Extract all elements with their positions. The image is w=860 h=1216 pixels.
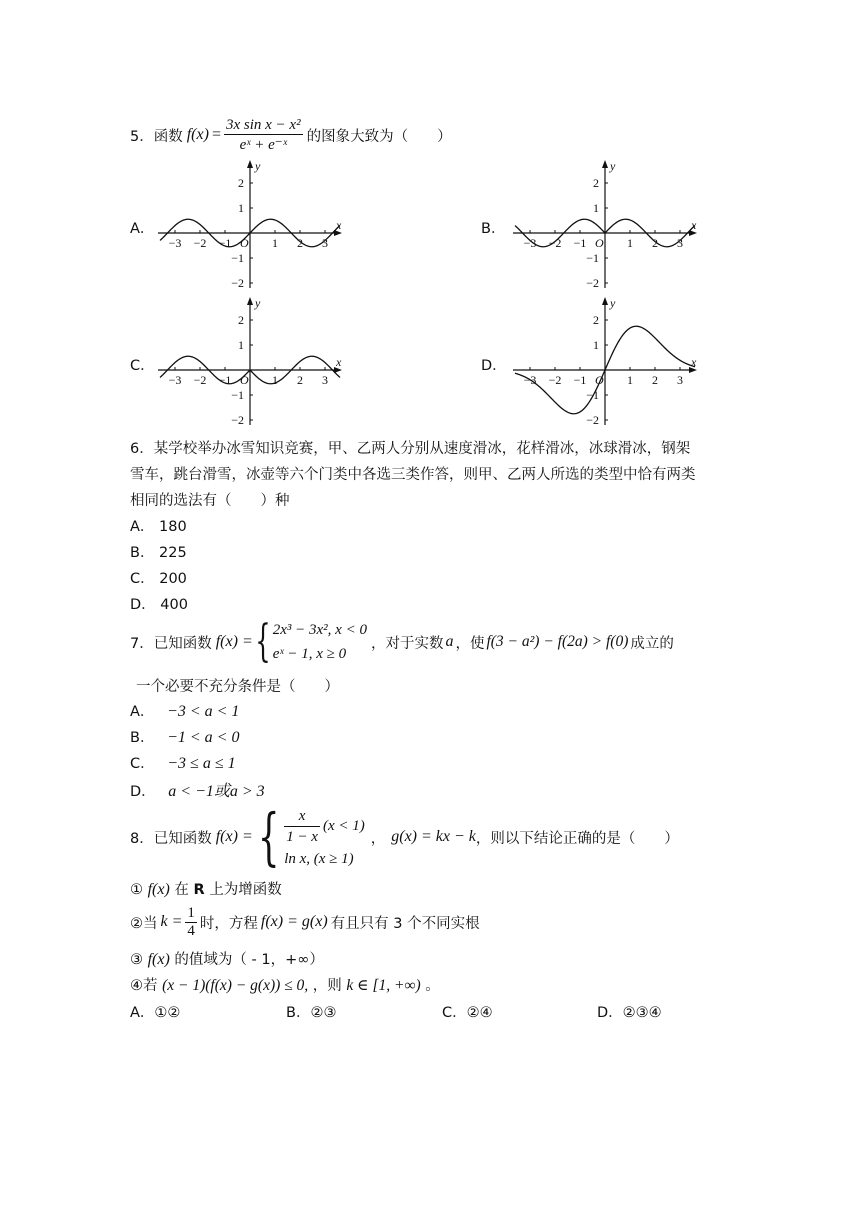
q7-tail: 成立的	[630, 635, 674, 652]
q7-mid: ，对于实数	[370, 635, 444, 652]
q8-s1-tail: 上为增函数	[209, 882, 282, 898]
q7-piecewise	[253, 618, 367, 666]
y-tick-label: −2	[586, 413, 599, 427]
x-tick-label: −2	[193, 236, 207, 250]
x-tick-label: 2	[652, 373, 658, 387]
q8-s1-pre: ①	[130, 882, 143, 898]
y-tick-label: 2	[593, 176, 599, 190]
y-axis-label: y	[610, 296, 616, 310]
y-tick-label: 2	[238, 313, 244, 327]
y-axis-label: y	[255, 159, 261, 173]
q8-option-c: C．②④	[442, 1005, 493, 1021]
q6-line-3: 相同的选法有（ ）种	[130, 493, 290, 509]
x-tick-label: −3	[168, 373, 182, 387]
y-tick-label: −1	[231, 388, 244, 402]
q8-case-1-cond: (x < 1)	[322, 818, 365, 834]
q8-s2-num: 1	[187, 904, 195, 921]
x-axis-label: x	[336, 355, 342, 369]
q7-option-c-label: C．	[130, 756, 155, 772]
x-tick-label: 3	[322, 373, 328, 387]
x-tick-label: −1	[573, 373, 587, 387]
q8-case-1	[284, 806, 365, 847]
q5-equals: =	[211, 126, 221, 143]
q8-s2-frac	[185, 905, 197, 940]
q7-option-b-label: B．	[130, 730, 155, 746]
q7-option-c	[130, 752, 236, 773]
q8-statement-4	[130, 974, 440, 995]
q7-condition: f(3 − a²) − f(2a) > f(0)	[486, 633, 629, 650]
x-tick-label: 3	[322, 236, 328, 250]
q5-func-lhs: f(x)	[186, 126, 209, 143]
q5-frac-den: eˣ + e⁻ˣ	[239, 136, 287, 153]
x-tick-label: −1	[573, 236, 587, 250]
q7-line-2: 一个必要不充分条件是（ ）	[136, 679, 339, 695]
x-tick-label: 2	[297, 373, 303, 387]
q5-stem	[130, 112, 452, 158]
q8-piecewise	[253, 800, 365, 873]
q8-s2-tail: 有且只有 3 个不同实根	[330, 915, 480, 932]
origin-label: O	[240, 236, 249, 250]
q5-tail: 的图象大致为（ ）	[306, 128, 452, 145]
q5-graph-a	[150, 158, 350, 293]
q6-option-d: D． 400	[130, 597, 188, 613]
q8-s3-tail: 的值域为（ - 1，+∞）	[174, 952, 324, 968]
q5-fraction	[224, 117, 303, 154]
q7-var-a: a	[445, 633, 454, 650]
y-tick-label: 2	[238, 176, 244, 190]
q7-brace: {	[255, 616, 271, 667]
q8-s1-mid: 在	[174, 882, 189, 898]
x-tick-label: 1	[272, 373, 278, 387]
x-tick-label: −3	[168, 236, 182, 250]
q8-case-1-frac	[284, 806, 320, 847]
q6-line-1: 6．某学校举办冰雪知识竞赛，甲、乙两人分别从速度滑冰，花样滑冰，冰球滑冰，钢架	[130, 441, 691, 457]
q5-graph-d	[505, 295, 705, 430]
origin-label: O	[595, 236, 604, 250]
q8-comma: ，	[370, 830, 386, 847]
origin-label: O	[240, 373, 249, 387]
y-axis-arrow	[602, 160, 608, 168]
origin-label: O	[595, 373, 604, 387]
q8-s2-pre: ②当	[130, 915, 158, 932]
q8-s2-den: 4	[187, 922, 195, 939]
q7-stem	[130, 617, 674, 667]
q8-s2-k: k =	[160, 913, 183, 930]
x-axis-label: x	[336, 218, 342, 232]
q5-option-a-label: A．	[130, 221, 155, 237]
q7-case-2: eˣ − 1, x ≥ 0	[272, 646, 347, 662]
q7-number: 7．已知函数	[130, 635, 212, 652]
q7-option-b	[130, 726, 239, 747]
q7-func-lhs: f(x) =	[215, 633, 253, 650]
y-tick-label: −1	[586, 388, 599, 402]
q8-statement-2	[130, 900, 480, 944]
q7-option-d-expr: a < −1或a > 3	[168, 783, 265, 800]
y-axis-label: y	[610, 159, 616, 173]
q8-case-1-den: 1 − x	[286, 828, 318, 845]
q8-s4-k: k ∈ [1, +∞)	[346, 977, 421, 994]
q8-brace: {	[257, 800, 280, 873]
y-tick-label: −2	[231, 276, 244, 290]
q8-cases	[284, 806, 365, 869]
q8-s3-pre: ③	[130, 952, 143, 968]
q8-statement-3	[130, 948, 324, 969]
q8-s2-eq: f(x) = g(x)	[260, 913, 328, 930]
q8-g-def: g(x) = kx − k	[391, 828, 476, 845]
q7-case-1: 2x³ − 3x², x < 0	[272, 622, 367, 638]
x-tick-label: 1	[627, 373, 633, 387]
q8-case-2: ln x, (x ≥ 1)	[284, 850, 354, 867]
q6-option-c: C． 200	[130, 571, 187, 587]
q7-cases	[273, 618, 367, 666]
q7-option-d	[130, 778, 265, 801]
q6-option-b: B． 225	[130, 545, 187, 561]
y-axis-label: y	[255, 296, 261, 310]
x-tick-label: −2	[548, 236, 562, 250]
q8-case-1-num: x	[284, 806, 320, 827]
y-tick-label: −2	[586, 276, 599, 290]
x-axis-label: x	[691, 218, 697, 232]
q5-graph-b	[505, 158, 705, 293]
q6-line-2: 雪车，跳台滑雪，冰壶等六个门类中各选三类作答，则甲、乙两人所选的类型中恰有两类	[130, 467, 696, 483]
q7-option-a-label: A．	[130, 704, 155, 720]
q8-option-a: A．①②	[130, 1005, 181, 1021]
x-tick-label: −2	[193, 373, 207, 387]
q8-s2-mid: 时，方程	[199, 915, 258, 932]
q5-number: 5．函数	[130, 128, 183, 145]
q7-mid-2: ，使	[455, 635, 485, 652]
q5-option-c-label: C．	[130, 358, 155, 374]
q8-s4-mid: ，则	[312, 978, 342, 994]
y-tick-label: −1	[586, 251, 599, 265]
q8-option-d: D．②③④	[597, 1005, 662, 1021]
q8-s4-tail: 。	[425, 978, 440, 994]
y-tick-label: 1	[593, 201, 599, 215]
x-tick-label: −1	[218, 236, 232, 250]
q8-func-lhs: f(x) =	[215, 828, 253, 845]
y-tick-label: −1	[231, 251, 244, 265]
q5-option-b-label: B．	[481, 221, 506, 237]
y-tick-label: 1	[238, 338, 244, 352]
q8-s1-r: R	[193, 882, 205, 898]
y-axis-arrow	[247, 297, 253, 305]
x-tick-label: 3	[677, 236, 683, 250]
y-tick-label: 1	[593, 338, 599, 352]
x-tick-label: −3	[523, 236, 537, 250]
q6-option-a: A． 180	[130, 519, 187, 535]
y-tick-label: 1	[238, 201, 244, 215]
q7-option-a	[130, 700, 239, 721]
x-tick-label: −3	[523, 373, 537, 387]
q5-frac-num: 3x sin x − x²	[225, 116, 301, 133]
q8-number: 8．已知函数	[130, 830, 212, 847]
x-tick-label: −1	[218, 373, 232, 387]
q5-option-d-label: D．	[481, 358, 507, 374]
q8-statement-1	[130, 878, 282, 899]
x-tick-label: 1	[627, 236, 633, 250]
y-axis-arrow	[247, 160, 253, 168]
y-tick-label: −2	[231, 413, 244, 427]
q8-s4-pre: ④若	[130, 978, 158, 994]
x-tick-label: 1	[272, 236, 278, 250]
y-axis-arrow	[602, 297, 608, 305]
q8-option-b: B．②③	[286, 1005, 337, 1021]
q5-graph-c	[150, 295, 350, 430]
x-tick-label: 2	[297, 236, 303, 250]
y-tick-label: 2	[593, 313, 599, 327]
q8-stem	[130, 800, 679, 873]
x-tick-label: −2	[548, 373, 562, 387]
q8-s3-f: f(x)	[147, 951, 170, 968]
q7-option-d-label: D．	[130, 784, 156, 800]
q8-s1-f: f(x)	[147, 881, 170, 898]
q7-option-c-expr: −3 ≤ a ≤ 1	[167, 755, 236, 772]
q7-option-b-expr: −1 < a < 0	[167, 729, 240, 746]
q7-option-a-expr: −3 < a < 1	[167, 703, 240, 720]
q8-s4-expr: (x − 1)(f(x) − g(x)) ≤ 0,	[162, 977, 309, 994]
x-axis-label: x	[691, 355, 697, 369]
x-tick-label: 3	[677, 373, 683, 387]
x-tick-label: 2	[652, 236, 658, 250]
q8-tail: ，则以下结论正确的是（ ）	[475, 830, 679, 847]
